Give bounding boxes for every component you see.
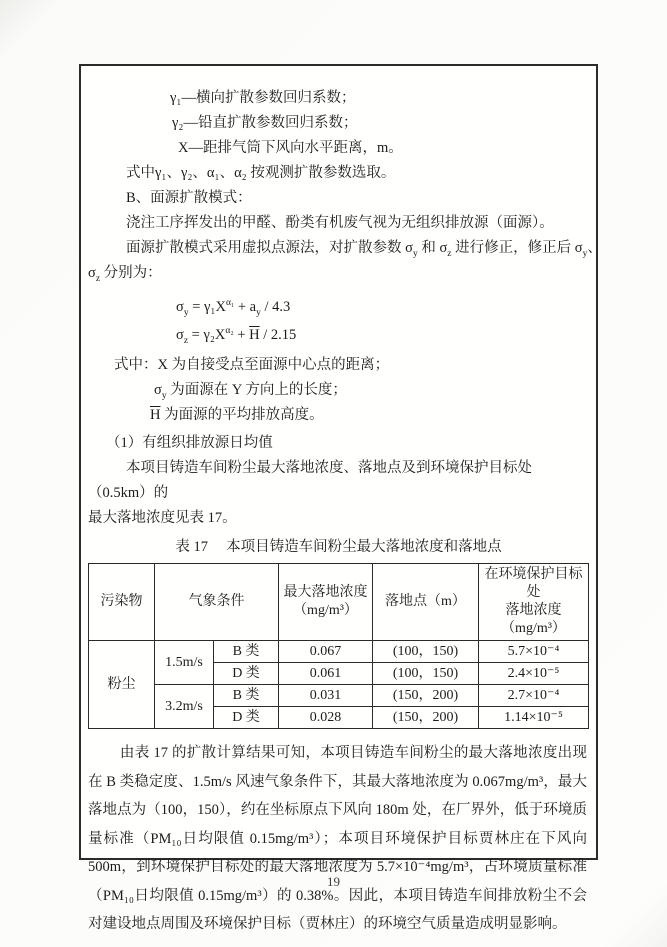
sigma-z-subscript: z xyxy=(447,248,452,259)
cell-stability-class: B 类 xyxy=(214,685,279,707)
cell-landing-point: (100，150) xyxy=(373,663,479,685)
where-h-line xyxy=(150,403,589,428)
cell-max-concentration: 0.067 xyxy=(279,641,373,663)
def-gamma2-line: γ₂—铅直扩散参数回归系数； xyxy=(172,115,358,131)
cell-max-concentration: 0.028 xyxy=(279,707,373,729)
sigma-y-subscript: y xyxy=(161,390,167,401)
cell-wind-speed: 3.2m/s xyxy=(155,685,214,729)
cell-stability-class: B 类 xyxy=(214,641,279,663)
cell-landing-point: (100，150) xyxy=(373,641,479,663)
table-caption: 表 17 本项目铸造车间粉尘最大落地浓度和落地点 xyxy=(175,539,502,555)
sigma-symbol: σ xyxy=(88,265,96,281)
formula-subscript: y xyxy=(183,307,189,318)
formula-sigma-z xyxy=(176,323,589,348)
subsection-1-heading: （1）有组织排放源日均值 xyxy=(106,435,273,451)
where-text: 为面源在 Y 方向上的长度； xyxy=(166,382,347,398)
where-text: 为面源的平均排放高度。 xyxy=(160,407,324,423)
formula-term: / 2.15 xyxy=(259,327,297,343)
sigma-symbol: σ xyxy=(154,382,162,398)
header-line: 最大落地浓度 xyxy=(283,585,368,600)
header-pollutant: 污染物 xyxy=(89,564,155,641)
mean-height-symbol: $\overline{H}$ xyxy=(150,407,161,423)
header-target-concentration xyxy=(479,564,589,641)
correction-text: 、 xyxy=(587,240,602,256)
sigma-y-subscript: y xyxy=(582,248,588,259)
formula-term: σ xyxy=(176,299,184,315)
intro-paragraph-line2: 最大落地浓度见表 17。 xyxy=(88,510,237,526)
sigma-y-subscript: y xyxy=(412,248,418,259)
cell-wind-speed: 1.5m/s xyxy=(155,641,214,685)
header-max-concentration xyxy=(279,564,373,641)
cell-landing-point: (150，200) xyxy=(373,707,479,729)
formula-exponent: α₂ xyxy=(225,326,234,337)
header-landing-point: 落地点（m） xyxy=(373,564,479,641)
intro-paragraph-line1: 本项目铸造车间粉尘最大落地浓度、落地点及到环境保护目标处（0.5km）的 xyxy=(88,460,532,501)
section-b-heading: B、面源扩散模式： xyxy=(126,190,252,206)
correction-text: 和 σ xyxy=(417,240,448,256)
mean-height-symbol: $\overline{H}$ xyxy=(249,327,260,343)
conclusion-paragraph: 由表 17 的扩散计算结果可知，本项目铸造车间粉尘的最大落地浓度出现在 B 类稳定度、1.5m/s 风速气象条件下，其最大落地浓度为 0.067mg/m³，最大落地点为（100，150），约在坐标原点下风向 180m 处，在厂界外，低于环境质量标准（PM₁₀日均限值 0.15mg/m³）；本项目环境保护目标贾林庄在下风向 500m，到环境保护目标处的最大落地浓度为 5.7×10⁻⁴mg/m³，占环境质量标准（PM₁₀日均限值 0.15mg/m³）的 0.38%。因此，本项目铸造车间排放粉尘不会对建设地点周围及环境保护目标（贾林庄）的环境空气质量造成明显影响。 xyxy=(88,745,587,932)
cell-stability-class: D 类 xyxy=(214,707,279,729)
cell-landing-point: (150，200) xyxy=(373,685,479,707)
cell-max-concentration: 0.031 xyxy=(279,685,373,707)
correction-line-2 xyxy=(88,261,589,286)
formula-exponent: α₁ xyxy=(225,298,235,309)
formula-term: = γ₂X xyxy=(188,327,226,343)
header-unit: 落地浓度（mg/m³） xyxy=(501,603,566,636)
cell-target-concentration: 2.7×10⁻⁴ xyxy=(479,685,589,707)
formula-subscript: z xyxy=(183,335,189,346)
def-x-line: X—距排气筒下风向水平距离，m。 xyxy=(178,140,403,156)
formula-sigma-y xyxy=(176,295,589,320)
header-unit: （mg/m³） xyxy=(293,603,358,618)
header-line: 在环境保护目标处 xyxy=(484,567,583,600)
table-row xyxy=(89,685,589,707)
cell-target-concentration: 1.14×10⁻⁵ xyxy=(479,707,589,729)
cell-pollutant: 粉尘 xyxy=(89,641,155,729)
correction-line-1 xyxy=(88,236,602,261)
pouring-process-line: 浇注工序挥发出的甲醛、酚类有机废气视为无组织排放源（面源）。 xyxy=(126,215,554,231)
formula-term: + xyxy=(233,327,250,343)
table-header-row xyxy=(89,564,589,641)
params-selection-line: 式中γ₁、γ₂、α₁、α₂ 按观测扩散参数选取。 xyxy=(126,165,396,181)
header-weather: 气象条件 xyxy=(155,564,279,641)
cell-stability-class: D 类 xyxy=(214,663,279,685)
formula-term: = γ₁X xyxy=(188,299,226,315)
def-gamma1-line: γ₁—横向扩散参数回归系数； xyxy=(170,90,356,106)
where-x-line: 式中：X 为自接受点至面源中心点的距离； xyxy=(114,357,390,373)
cell-target-concentration: 5.7×10⁻⁴ xyxy=(479,641,589,663)
correction-text: 进行修正，修正后 σ xyxy=(451,240,583,256)
sigma-z-subscript: z xyxy=(95,273,101,284)
cell-max-concentration: 0.061 xyxy=(279,663,373,685)
dust-concentration-table xyxy=(88,563,589,729)
correction-text: 面源扩散模式采用虚拟点源法，对扩散参数 σ xyxy=(126,240,413,256)
table-row xyxy=(89,641,589,663)
formula-term: + a xyxy=(234,299,257,315)
page-number: 19 xyxy=(327,874,340,889)
cell-target-concentration: 2.4×10⁻⁵ xyxy=(479,663,589,685)
correction-text: 分别为： xyxy=(100,265,162,281)
formula-term: / 4.3 xyxy=(260,299,291,315)
formula-subscript: y xyxy=(256,307,261,318)
formula-term: σ xyxy=(176,327,184,343)
where-sigma-y-line xyxy=(154,378,589,403)
